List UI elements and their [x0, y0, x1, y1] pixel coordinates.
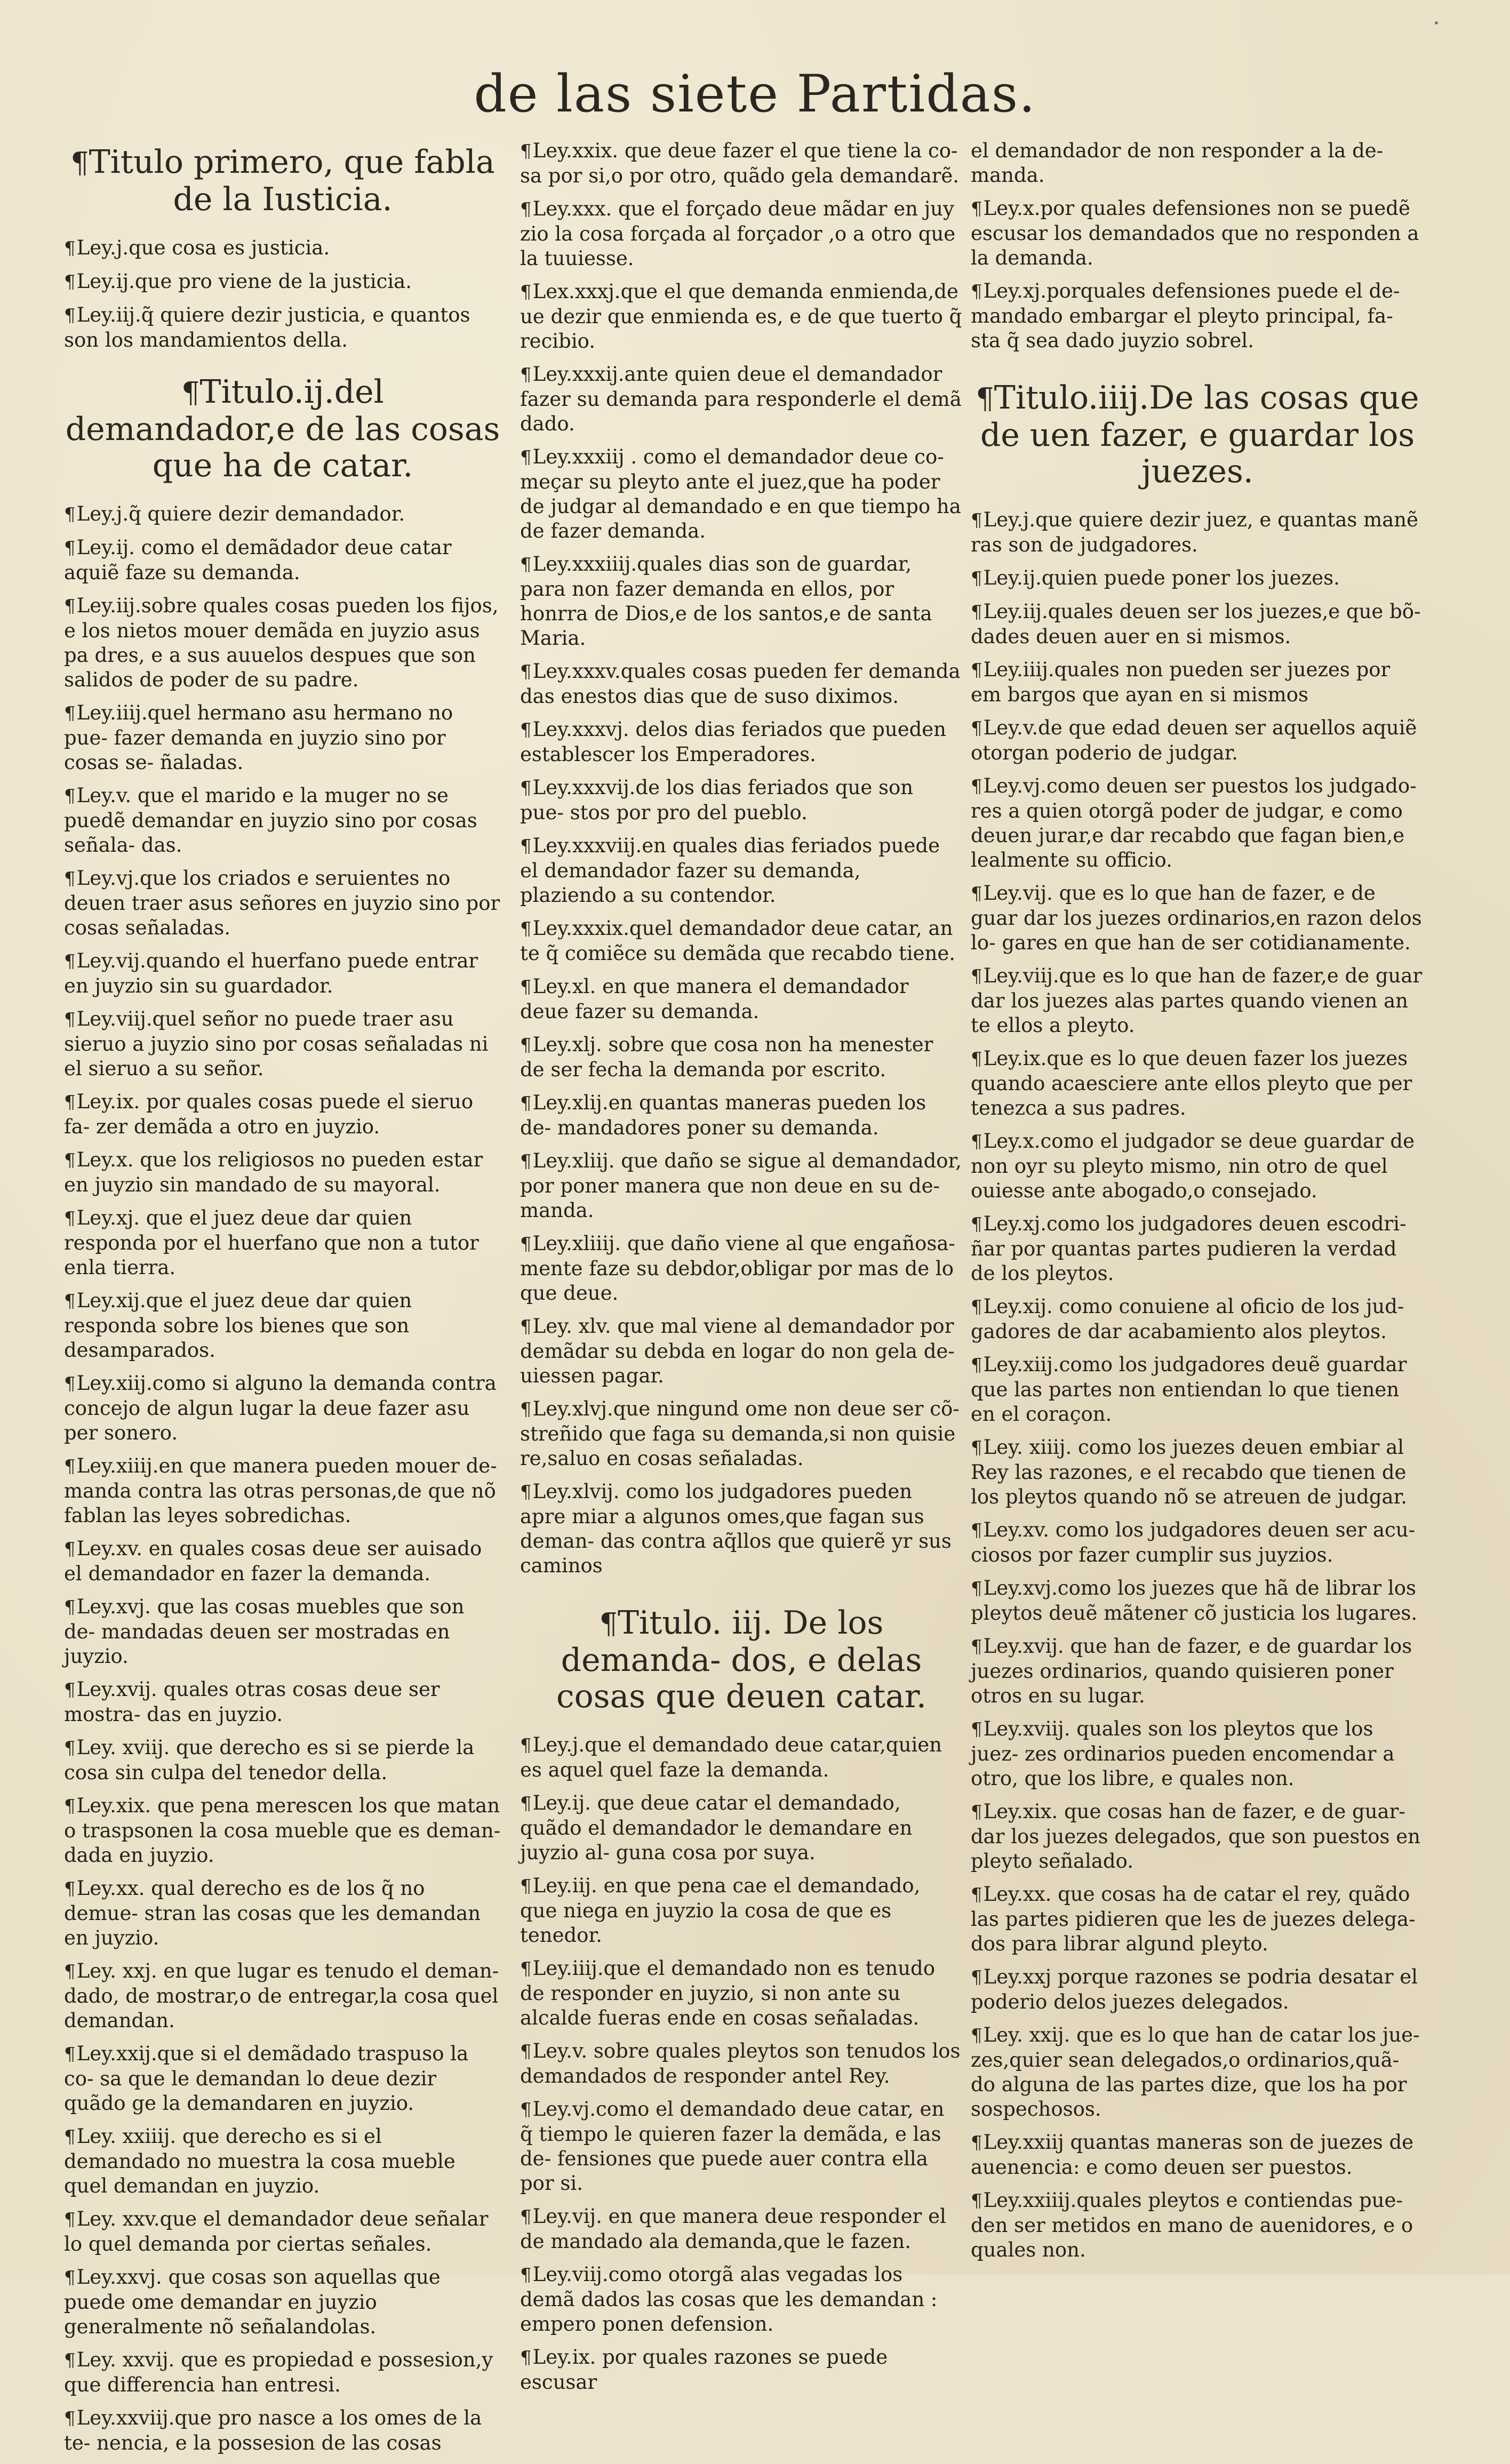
ley-text: Ley.vij.quando el huerfano puede entrar en juyzio sin su guardador. [64, 949, 478, 997]
paragraph-mark-icon: ¶ [64, 2350, 76, 2371]
ley-text: Ley. xiiij. como los juezes deuen embiar al Rey las razones, e el recabdo que tienen de los pleytos quando nõ se atreuen de judgar. [971, 1436, 1407, 1508]
ley-text: Ley.xvij. que han de fazer, e de guardar los juezes ordinarios, quando quisieren poner otros en su lugar. [971, 1635, 1412, 1707]
list-titulo-iiij [971, 508, 1424, 2262]
ley-text: Ley.v. sobre quales pleytos son tenudos los demandados de responder antel Rey. [520, 2039, 961, 2087]
ley-text: Ley.xvj.como los juezes que hã de librar los pleytos deuẽ mãtener cõ justicia los lugares. [971, 1577, 1418, 1625]
paragraph-mark-icon: ¶ [64, 786, 76, 807]
ley-text: Ley.ij.que pro viene de la justicia. [76, 270, 412, 293]
ley-entry [971, 1882, 1424, 1956]
ley-entry [520, 2204, 963, 2254]
paragraph-mark-icon: ¶ [64, 703, 76, 724]
ley-entry [520, 1956, 963, 2030]
ley-text: Ley.v.de que edad deuen ser aquellos aquiẽ otorgan poderio de judgar. [971, 716, 1417, 764]
paragraph-mark-icon: ¶ [520, 554, 532, 575]
ley-text: Ley.xxviij.que pro nasce a los omes de la te- nencia, e la possesion de las cosas [64, 2406, 482, 2454]
ley-entry [64, 2348, 501, 2397]
paragraph-mark-icon: ¶ [64, 596, 76, 617]
ley-text: Ley.xiiij.en que manera pueden mouer de- manda contra las otras personas,de que nõ fablan las leyes sobredichas. [64, 1454, 497, 1527]
paragraph-mark-icon: ¶ [64, 271, 76, 293]
ley-text: Ley.j.q̃ quiere dezir demandador. [76, 502, 405, 525]
ley-text: Ley.ij. como el demãdador deue catar aquiẽ faze su demanda. [64, 536, 452, 584]
ley-entry [520, 1479, 963, 1578]
paragraph-mark-icon: ¶ [971, 1214, 982, 1235]
paragraph-mark-icon: ¶ [64, 1092, 76, 1113]
paragraph-mark-icon: ¶ [971, 2190, 982, 2212]
ley-text: Ley.ix. por quales razones se puede escusar [520, 2346, 888, 2394]
paragraph-mark-icon: ¶ [520, 1093, 532, 1114]
paragraph-mark-icon: ¶ [64, 2126, 76, 2148]
ley-text: Ley.xxxij.ante quien deue el demandador fazer su demanda para responderle el demã dado. [520, 363, 962, 435]
ley-text: Ley.xxxviij.en quales dias feriados puede el demandador fazer su demanda, plaziendo a su contendor. [520, 834, 940, 907]
ley-text: Ley.viij.que es lo que han de fazer,e de guar dar los juezes alas partes quando vienen an te ellos a pleyto. [971, 964, 1423, 1037]
paragraph-mark-icon: ¶ [181, 376, 200, 410]
title-text: Titulo.iiij.De las cosas que de uen fazer, e guardar los juezes. [980, 379, 1419, 490]
paragraph-mark-icon: ¶ [520, 1035, 532, 1056]
ley-entry [64, 2042, 501, 2116]
ley-text: Ley.ij. que deue catar el demandado, quãdo el demandador le demandare en juyzio al- guna cosa por suya. [520, 1791, 913, 1864]
ley-entry [64, 1007, 501, 1081]
ley-entry [520, 2262, 963, 2337]
ley-text: Ley.xlij.en quantas maneras pueden los de- mandadores poner su demanda. [520, 1091, 926, 1139]
paragraph-mark-icon: ¶ [64, 1373, 76, 1395]
ley-text: Ley.xv. en quales cosas deue ser auisado el demandador en fazer la demanda. [64, 1537, 482, 1585]
ley-text: Ley. xviij. que derecho es si se pierde la cosa sin culpa del tenedor della. [64, 1736, 475, 1784]
ley-entry [520, 775, 963, 825]
paragraph-mark-icon: ¶ [520, 977, 532, 998]
ley-entry [971, 508, 1424, 557]
ley-text: Ley. xxij. que es lo que han de catar los jue- zes,quier sean delegados,o ordinarios,quã- do alguna de las partes dize, que los ha por sospechosos. [971, 2023, 1420, 2121]
ley-entry [520, 974, 963, 1024]
ley-entry [971, 1799, 1424, 1874]
ley-entry [971, 881, 1424, 955]
ley-text: Ley.xx. que cosas ha de catar el rey, quãdo las partes pidieren que les de juezes delega- dos para librar algund pleyto. [971, 1883, 1416, 1955]
ley-entry [971, 658, 1424, 707]
paragraph-mark-icon: ¶ [520, 778, 532, 799]
title-ij [64, 374, 501, 484]
ley-text: Ley.xvj. que las cosas muebles que son de- mandadas deuen ser mostradas en juyzio. [64, 1595, 465, 1668]
ley-entry [520, 197, 963, 271]
paragraph-mark-icon: ¶ [971, 1884, 982, 1906]
ley-text: Ley.iij.sobre quales cosas pueden los fijos, e los nietos mouer demãda en juyzio asus pa dres, e a sus auuelos despues que son salidos de poder de su padre. [64, 594, 499, 691]
title-text: Titulo primero, que fabla de la Iusticia. [89, 143, 495, 218]
ley-entry [64, 2207, 501, 2257]
paragraph-mark-icon: ¶ [971, 776, 982, 797]
paragraph-mark-icon: ¶ [971, 1297, 982, 1318]
title-iiij [971, 380, 1424, 490]
ley-entry [64, 1206, 501, 1280]
paragraph-mark-icon: ¶ [520, 1399, 532, 1420]
ley-text: Ley.xij.que el juez deue dar quien responda sobre los bienes que son desamparados. [64, 1289, 412, 1362]
ley-entry [64, 1595, 501, 1669]
paragraph-mark-icon: ¶ [64, 1796, 76, 1817]
paragraph-mark-icon: ¶ [64, 1539, 76, 1560]
paragraph-mark-icon: ¶ [971, 568, 982, 589]
ley-text: Ley. xxvij. que es propiedad e possesion,y que differencia han entresi. [64, 2348, 493, 2396]
ley-text: Ley.xxiij quantas maneras son de juezes de auenencia: e como deuen ser puestos. [971, 2131, 1414, 2179]
paragraph-mark-icon: ¶ [520, 447, 532, 468]
ley-entry [64, 1735, 501, 1785]
ley-entry [64, 1677, 501, 1727]
paragraph-mark-icon: ¶ [520, 1735, 532, 1756]
paragraph-mark-icon: ¶ [520, 2347, 532, 2369]
ley-text: Ley.vj.como el demandado deue catar, en q̃ tiempo le quieren fazer la demãda, e las de- fensiones que puede auer contra ella por si. [520, 2098, 945, 2195]
ley-text: Ley.j.que quiere dezir juez, e quantas manẽ ras son de judgadores. [971, 508, 1419, 556]
ley-entry [64, 1289, 501, 1363]
ley-text: Ley.vj.que los criados e seruientes no deuen traer asus señores en juyzio sino por cosas señaladas. [64, 867, 500, 939]
list-titulo-iij-cont [971, 196, 1424, 353]
paragraph-mark-icon: ¶ [971, 1967, 982, 1988]
ley-entry [64, 949, 501, 998]
ley-entry [64, 502, 501, 527]
ley-text: Ley.vij. que es lo que han de fazer, e de guar dar los juezes ordinarios,en razon delos lo- gares en que han de ser cotidianamente. [971, 882, 1422, 954]
ley-entry [520, 659, 963, 709]
ley-entry [971, 196, 1424, 270]
paragraph-mark-icon: ¶ [64, 2209, 76, 2230]
paragraph-mark-icon: ¶ [64, 1456, 76, 1477]
ley-entry [971, 964, 1424, 1038]
ley-entry [971, 2130, 1424, 2180]
ley-entry [971, 774, 1424, 873]
paragraph-mark-icon: ¶ [64, 951, 76, 972]
ink-speck [1435, 21, 1438, 25]
paragraph-mark-icon: ¶ [64, 1679, 76, 1701]
paragraph-mark-icon: ¶ [520, 2206, 532, 2228]
paragraph-mark-icon: ¶ [520, 1234, 532, 1255]
list-titulo-primero [64, 236, 501, 353]
paragraph-mark-icon: ¶ [971, 718, 982, 739]
paragraph-mark-icon: ¶ [971, 883, 982, 905]
paragraph-mark-icon: ¶ [520, 1151, 532, 1172]
ley-text: Ley.vij. en que manera deue responder el de mandado ala demanda,que le fazen. [520, 2205, 946, 2253]
ley-text: Ley.xv. como los judgadores deuen ser acu- ciosos por fazer cumplir sus juyzios. [971, 1518, 1416, 1566]
paragraph-mark-icon: ¶ [64, 1738, 76, 1759]
paragraph-mark-icon: ¶ [971, 1355, 982, 1376]
running-header: de las siete Partidas. [474, 64, 1036, 124]
paragraph-mark-icon: ¶ [520, 2265, 532, 2286]
title-text: Titulo.ij.del demandador,e de las cosas que ha de catar. [65, 373, 500, 484]
ley-entry [971, 1965, 1424, 2014]
title-text: Titulo. iij. De los demanda- dos, e delas cosas que deuen catar. [556, 1604, 926, 1715]
continued-entry: el demandador de non responder a la de- manda. [971, 139, 1384, 187]
paragraph-mark-icon: ¶ [971, 1802, 982, 1823]
paragraph-mark-icon: ¶ [64, 2267, 76, 2289]
paragraph-mark-icon: ¶ [971, 1437, 982, 1459]
ley-text: Ley. xlv. que mal viene al demandador por demãdar su debda en logar do non gela de- uiessen pagar. [520, 1315, 955, 1387]
ley-text: Ley.xxx. que el forçado deue mãdar en juy zio la cosa forçada al forçador ,o a otro que la tuuiesse. [520, 197, 956, 270]
ley-text: Ley.xl. en que manera el demandador deue fazer su demanda. [520, 975, 909, 1023]
ley-entry [971, 1576, 1424, 1626]
paragraph-mark-icon: ¶ [971, 1719, 982, 1740]
ley-text: Ley.xxix. que deue fazer el que tiene la co- sa por si,o por otro, quãdo gela demandarẽ. [520, 139, 960, 187]
ley-text: Ley.x.como el judgador se deue guardar de non oyr su pleyto mismo, nin otro de quel ouiesse ante abogado,o consejado. [971, 1130, 1415, 1202]
paragraph-mark-icon: ¶ [520, 1876, 532, 1897]
ley-text: Ley.xxxvij.de los dias feriados que son pue- stos por pro del pueblo. [520, 776, 914, 824]
ley-entry [64, 1959, 501, 2033]
paragraph-mark-icon: ¶ [64, 2044, 76, 2065]
ley-entry [520, 717, 963, 767]
ley-text: Ley.viij.como otorgã alas vegadas los demã dados las cosas que les demandan : empero ponen defension. [520, 2263, 938, 2335]
ley-text: Ley.vj.como deuen ser puestos los judgado- res a quien otorgã poder de judgar, e como deuen jurar,e dar recabdo que fagan bien,e lealmente su officio. [971, 774, 1417, 871]
ley-entry [520, 1397, 963, 1471]
ley-text: Ley.xix. que pena merescen los que matan o traspsonen la cosa mueble que es deman- dada en juyzio. [64, 1794, 501, 1867]
ley-entry [971, 599, 1424, 649]
paragraph-mark-icon: ¶ [971, 2025, 982, 2046]
ley-entry [64, 1537, 501, 1586]
paragraph-mark-icon: ¶ [971, 1636, 982, 1658]
ley-text: Ley.xlj. sobre que cosa non ha menester de ser fecha la demanda por escrito. [520, 1033, 933, 1081]
paragraph-mark-icon: ¶ [520, 918, 532, 940]
ley-text: Ley.viij.quel señor no puede traer asu sieruo a juyzio sino por cosas señaladas ni el sieruo a su señor. [64, 1007, 489, 1080]
column-right [971, 139, 1424, 2271]
ley-entry [520, 445, 963, 543]
ley-entry [64, 303, 501, 353]
ley-entry [971, 1634, 1424, 1708]
ley-text: Ley.xviij. quales son los pleytos que los juez- zes ordinarios pueden encomendar a otro, que los libre, e quales non. [971, 1717, 1395, 1790]
ley-entry [64, 701, 501, 775]
ley-text: Ley.xxxvj. delos dias feriados que pueden establescer los Emperadores. [520, 718, 946, 766]
ley-entry [971, 2023, 1424, 2122]
ley-text: Ley.xxj porque razones se podria desatar el poderio delos juezes delegados. [971, 1965, 1418, 2013]
ley-entry [520, 1231, 963, 1306]
paragraph-mark-icon: ¶ [64, 1961, 76, 1982]
paragraph-mark-icon: ¶ [976, 382, 994, 415]
ley-text: Ley.xxiiij.quales pleytos e contiendas pue- den ser metidos en mano de auenidores, e o quales non. [971, 2189, 1413, 2261]
paragraph-mark-icon: ¶ [64, 2408, 76, 2429]
paragraph-mark-icon: ¶ [520, 836, 532, 857]
ley-text: Ley.xxxiij . como el demandador deue co- meçar su pleyto ante el juez,que ha poder de judgar al demandado e en que tiempo ha de fazer demanda. [520, 445, 961, 542]
list-titulo-iij [520, 1733, 963, 2395]
paragraph-mark-icon: ¶ [971, 1578, 982, 1599]
paragraph-mark-icon: ¶ [64, 1291, 76, 1312]
ley-entry [64, 866, 501, 940]
ley-text: Ley.iiij.quales non pueden ser juezes por em bargos que ayan en si mismos [971, 658, 1391, 706]
ley-entry [520, 1733, 963, 1782]
paragraph-mark-icon: ¶ [971, 660, 982, 681]
ley-entry [520, 1791, 963, 1865]
paragraph-mark-icon: ¶ [64, 1208, 76, 1229]
ley-entry [971, 1518, 1424, 1567]
ley-entry [520, 2345, 963, 2395]
paragraph-mark-icon: ¶ [520, 2041, 532, 2062]
ley-text: Ley.xxxv.quales cosas pueden fer demanda das enestos dias que de suso diximos. [520, 660, 961, 708]
ley-entry [971, 2188, 1424, 2262]
ley-text: Ley.iij.q̃ quiere dezir justicia, e quantos son los mandamientos della. [64, 303, 470, 351]
paragraph-mark-icon: ¶ [64, 1597, 76, 1618]
ley-entry [64, 783, 501, 858]
ley-text: Ley.xj. que el juez deue dar quien responda por el huerfano que non a tutor enla tierra. [64, 1206, 479, 1279]
paragraph-mark-icon: ¶ [520, 364, 532, 386]
ley-entry [971, 1717, 1424, 1791]
ley-text: Ley. xxj. en que lugar es tenudo el deman- dado, de mostrar,o de entregar,la cosa quel demandan. [64, 1959, 499, 2032]
ley-entry [64, 1454, 501, 1528]
ley-entry [64, 2124, 501, 2198]
paragraph-mark-icon: ¶ [971, 510, 982, 531]
paragraph-mark-icon: ¶ [971, 602, 982, 623]
ley-text: Ley.iiij.quel hermano asu hermano no pue- fazer demanda en juyzio sino por cosas se- ñaladas. [64, 701, 453, 774]
ley-entry [520, 2039, 963, 2089]
paragraph-mark-icon: ¶ [520, 1958, 532, 1980]
paragraph-mark-icon: ¶ [520, 1316, 532, 1338]
ley-text: Ley.xxij.que si el demãdado traspuso la co- sa que le demandan lo deue dezir quãdo ge la demandaren en juyzio. [64, 2042, 469, 2115]
ley-text: Ley.x. que los religiosos no pueden estar en juyzio sin mandado de su mayoral. [64, 1148, 483, 1196]
ley-text: Lex.xxxj.que el que demanda enmienda,de ue dezir que enmienda es, e de que tuerto q̃ recibio. [520, 280, 962, 353]
title-iij [520, 1605, 963, 1715]
ley-text: Ley. xxv.que el demandador deue señalar lo quel demanda por ciertas señales. [64, 2207, 489, 2255]
paragraph-mark-icon: ¶ [520, 199, 532, 220]
ley-text: Ley.xix. que cosas han de fazer, e de guar- dar los juezes delegados, que son puestos en pleyto señalado. [971, 1800, 1420, 1873]
ley-entry [520, 1874, 963, 1948]
paragraph-mark-icon: ¶ [971, 966, 982, 987]
ley-entry [520, 1033, 963, 1082]
ley-text: Ley.j.que el demandado deue catar,quien es aquel quel faze la demanda. [520, 1733, 942, 1781]
ley-entry [64, 269, 501, 294]
ley-entry [971, 279, 1424, 353]
ley-text: Ley.x.por quales defensiones non se puedẽ escusar los demandados que no responden a la demanda. [971, 197, 1419, 269]
ley-text: Ley.xxxix.quel demandador deue catar, an te q̃ comiẽce su demãda que recabdo tiene. [520, 917, 956, 965]
ley-text: Ley.xiij.como si alguno la demanda contra concejo de algun lugar la deue fazer asu per sonero. [64, 1372, 497, 1444]
column-left [64, 139, 501, 2464]
ley-text: Ley.iiij.que el demandado non es tenudo de responder en juyzio, si non ante su alcalde fueras ende en cosas señaladas. [520, 1957, 936, 2029]
paragraph-mark-icon: ¶ [520, 282, 532, 303]
ley-entry [520, 1091, 963, 1140]
column-middle [520, 139, 963, 2403]
paragraph-mark-icon: ¶ [971, 1520, 982, 1541]
ley-text: Ley. xxiiij. que derecho es si el demandado no muestra la cosa mueble quel demandan en juyzio. [64, 2125, 456, 2197]
ley-entry [64, 236, 501, 261]
paragraph-mark-icon: ¶ [520, 719, 532, 741]
ley-entry [971, 1353, 1424, 1427]
paragraph-mark-icon: ¶ [971, 2132, 982, 2154]
paragraph-mark-icon: ¶ [599, 1607, 618, 1641]
ley-entry [520, 139, 963, 188]
paragraph-mark-icon: ¶ [520, 141, 532, 162]
ley-text: Ley.ij.quien puede poner los juezes. [983, 566, 1340, 589]
ley-text: Ley.xx. qual derecho es de los q̃ no demue- stran las cosas que les demandan en juyzio. [64, 1877, 481, 1949]
ley-entry [64, 2406, 501, 2455]
paragraph-mark-icon: ¶ [971, 198, 982, 220]
paragraph-mark-icon: ¶ [971, 281, 982, 302]
ley-text: Ley.v. que el marido e la muger no se puedẽ demandar en juyzio sino por cosas señala- das. [64, 784, 477, 857]
ley-text: Ley.xvij. quales otras cosas deue ser mostra- das en juyzio. [64, 1678, 440, 1726]
ley-entry [64, 2265, 501, 2339]
ley-entry [520, 279, 963, 354]
ley-entry [520, 552, 963, 651]
paragraph-mark-icon: ¶ [64, 504, 76, 525]
paragraph-mark-icon: ¶ [64, 1150, 76, 1171]
ley-text: Ley.xliiij. que daño viene al que engañosa- mente faze su debdor,obligar por mas de lo que deue. [520, 1232, 955, 1305]
ley-entry [64, 535, 501, 585]
ley-entry [520, 834, 963, 908]
ley-text: Ley.xxxiiij.quales dias son de guardar, para non fazer demanda en ellos, por honrra de Dios,e de los santos,e de santa Maria. [520, 553, 932, 650]
ley-entry [64, 1090, 501, 1139]
ley-text: Ley.xj.porquales defensiones puede el de- mandado embargar el pleyto principal, fa- sta q̃ sea dado juyzio sobrel. [971, 279, 1400, 352]
ley-text: Ley.xliij. que daño se sigue al demandador, por poner manera que non deue en su de- manda. [520, 1149, 962, 1222]
ley-entry [971, 1294, 1424, 1344]
ley-entry [64, 1371, 501, 1445]
paragraph-mark-icon: ¶ [70, 146, 89, 180]
ley-entry [520, 1314, 963, 1388]
list-titulo-ij-cont [520, 139, 963, 1578]
ley-text: Ley.j.que cosa es justicia. [76, 236, 330, 259]
paragraph-mark-icon: ¶ [971, 1131, 982, 1153]
paragraph-mark-icon: ¶ [971, 1049, 982, 1070]
ley-text: Ley.xlvij. como los judgadores pueden apre miar a algunos omes,que fagan sus deman- das contra aq̃llos que quierẽ yr sus caminos [520, 1480, 952, 1577]
ley-entry [971, 1129, 1424, 1203]
ley-text: Ley.iij. en que pena cae el demandado, que niega en juyzio la cosa de que es tenedor. [520, 1874, 921, 1947]
ley-text: Ley.xj.como los judgadores deuen escodri- ñar por quantas partes pudieren la verdad de los pleytos. [971, 1212, 1407, 1285]
ley-entry [971, 566, 1424, 591]
ley-entry [971, 1212, 1424, 1286]
paragraph-mark-icon: ¶ [64, 868, 76, 890]
paragraph-mark-icon: ¶ [64, 1878, 76, 1900]
ley-text: Ley.iij.quales deuen ser los juezes,e que bõ- dades deuen auer en si mismos. [971, 600, 1421, 648]
ley-text: Ley.xxvj. que cosas son aquellas que puede ome demandar en juyzio generalmente nõ señalandolas. [64, 2266, 441, 2338]
ley-entry [64, 594, 501, 692]
paragraph-mark-icon: ¶ [520, 661, 532, 683]
ley-text: Ley.xij. como conuiene al oficio de los jud- gadores de dar acabamiento alos pleytos. [971, 1295, 1404, 1343]
ley-entry [64, 1794, 501, 1868]
ley-entry [64, 1876, 501, 1950]
ley-text: Ley.xiij.como los judgadores deuẽ guardar que las partes non entiendan lo que tienen en el coraçon. [971, 1353, 1407, 1426]
paragraph-mark-icon: ¶ [64, 238, 76, 259]
ley-text: Ley.ix. por quales cosas puede el sieruo fa- zer demãda a otro en juyzio. [64, 1090, 474, 1138]
paragraph-mark-icon: ¶ [520, 2099, 532, 2121]
ley-entry [971, 1046, 1424, 1121]
paragraph-mark-icon: ¶ [64, 1009, 76, 1030]
paragraph-mark-icon: ¶ [520, 1793, 532, 1814]
paragraph-mark-icon: ¶ [64, 538, 76, 559]
ley-entry [520, 1149, 963, 1223]
ley-entry [971, 716, 1424, 765]
paragraph-mark-icon: ¶ [64, 305, 76, 326]
ley-entry [64, 1148, 501, 1197]
ley-text: Ley.ix.que es lo que deuen fazer los juezes quando acaesciere ante ellos pleyto que per tenezca a sus padres. [971, 1047, 1412, 1119]
ley-entry [520, 2097, 963, 2196]
ley-entry [520, 916, 963, 966]
ley-text: Ley.xlvj.que ningund ome non deue ser cõ- streñido que faga su demanda,si non quisie re,saluo en cosas señaladas. [520, 1397, 960, 1470]
ley-entry [520, 362, 963, 436]
list-titulo-ij [64, 502, 501, 2455]
title-primero [64, 144, 501, 218]
ley-entry [971, 1435, 1424, 1509]
paragraph-mark-icon: ¶ [520, 1482, 532, 1503]
